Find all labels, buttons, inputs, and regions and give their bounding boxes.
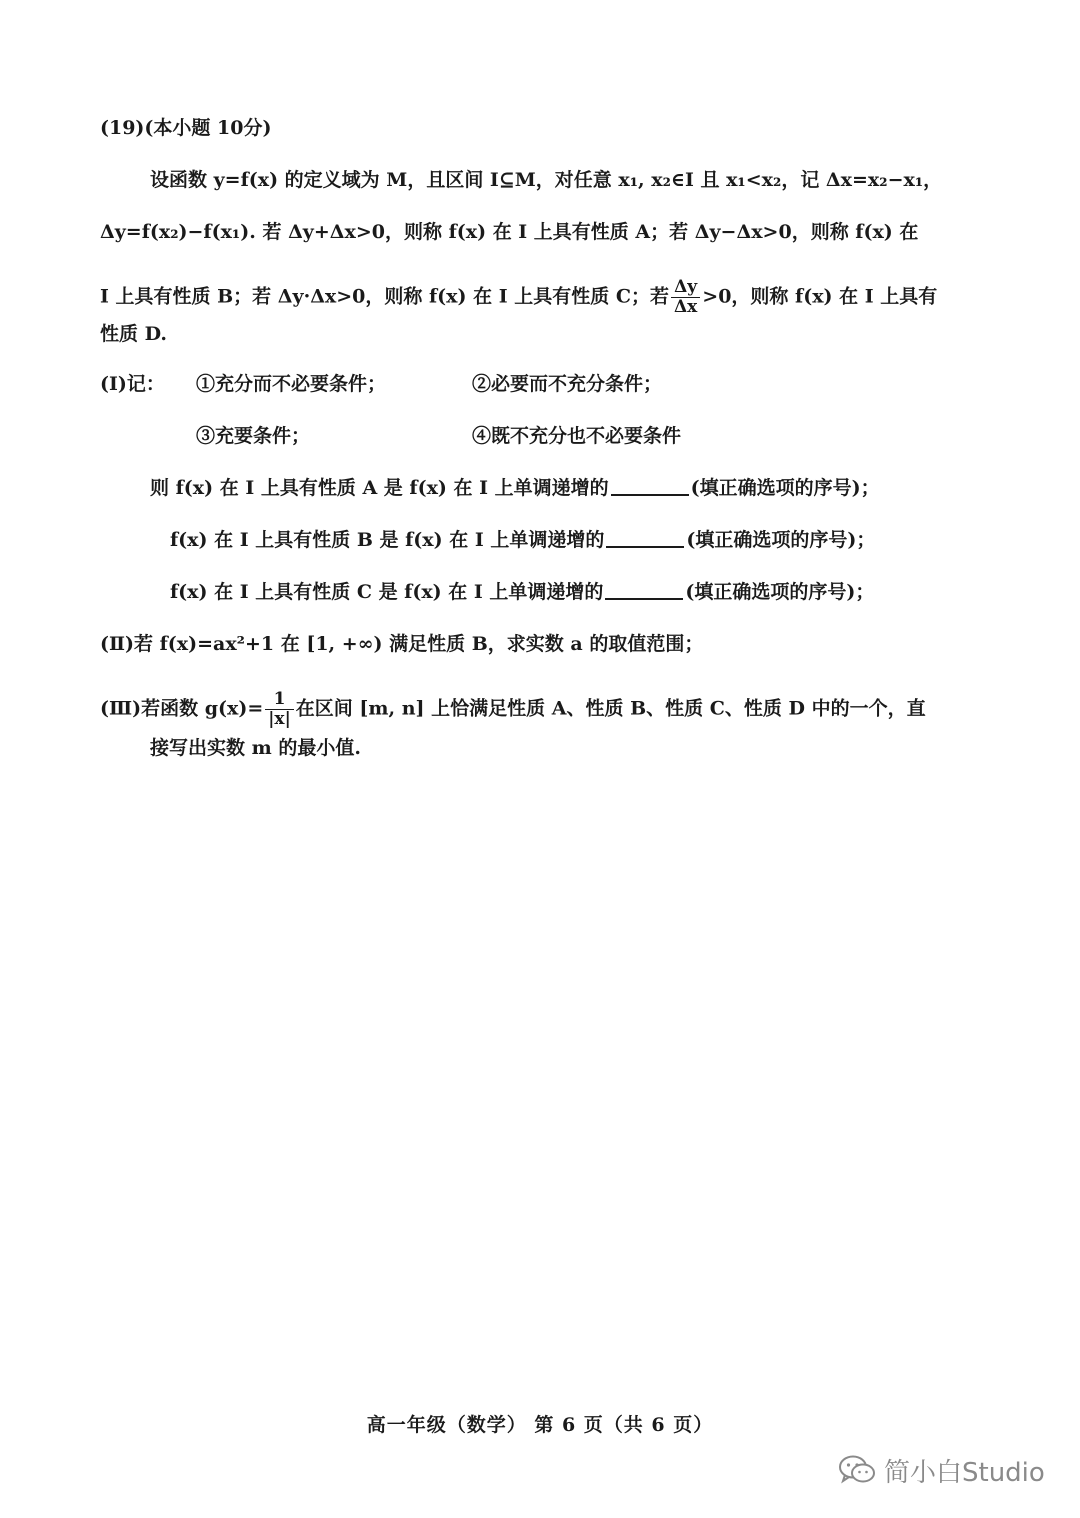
question-a-hint: (填正确选项的序号)；: [690, 477, 880, 499]
answer-blank-c[interactable]: [605, 578, 683, 600]
stem-line-2: Δy=f(x₂)−f(x₁). 若 Δy+Δx>0，则称 f(x) 在 I 上具有性质 A；若 Δy−Δx>0，则称 f(x) 在: [100, 221, 919, 243]
answer-blank-a[interactable]: [611, 474, 689, 496]
watermark-text: 简小白Studio: [884, 1457, 1045, 1488]
question-c-text: f(x) 在 I 上具有性质 C 是 f(x) 在 I 上单调递增的: [170, 581, 604, 603]
stem-line-3-before: I 上具有性质 B；若 Δy·Δx>0，则称 f(x) 在 I 上具有性质 C；若: [100, 285, 669, 308]
page-footer: 高一年级（数学） 第 6 页（共 6 页）: [366, 1414, 714, 1436]
fraction-numerator: Δy: [671, 278, 700, 298]
wechat-icon: [838, 1454, 876, 1486]
part3-line-1: [100, 690, 926, 729]
question-b-hint: (填正确选项的序号)；: [686, 529, 876, 551]
stem-line-3: [100, 278, 937, 317]
question-b-text: f(x) 在 I 上具有性质 B 是 f(x) 在 I 上单调递增的: [170, 529, 605, 551]
stem-line-4: 性质 D.: [100, 323, 168, 345]
question-a-text: 则 f(x) 在 I 上具有性质 A 是 f(x) 在 I 上单调递增的: [150, 477, 609, 499]
option-1: ①充分而不必要条件；: [196, 373, 387, 395]
g-denominator: |x|: [268, 709, 291, 729]
option-3: ③充要条件；: [196, 425, 311, 447]
option-2: ②必要而不充分条件；: [472, 373, 663, 395]
part2-text: (Ⅱ)若 f(x)=ax²+1 在 [1, +∞) 满足性质 B，求实数 a 的取值范围；: [100, 633, 704, 655]
answer-blank-b[interactable]: [606, 526, 684, 548]
question-property-c: [170, 578, 874, 606]
g-numerator: 1: [265, 690, 294, 710]
part3-before: (Ⅲ)若函数 g(x)=: [100, 697, 264, 720]
problem-header: (19)(本小题 10分): [100, 117, 272, 139]
part3-line-2: 接写出实数 m 的最小值.: [150, 737, 361, 759]
part1-label: (Ⅰ)记：: [100, 373, 165, 395]
option-4: ④既不充分也不必要条件: [472, 425, 682, 447]
fraction-denominator: Δx: [673, 297, 698, 317]
g-fraction: [265, 690, 294, 729]
delta-fraction: [671, 278, 700, 317]
question-c-hint: (填正确选项的序号)；: [685, 581, 875, 603]
stem-line-1: 设函数 y=f(x) 的定义域为 M，且区间 I⊆M，对任意 x₁, x₂∈I 且 x₁<x₂，记 Δx=x₂−x₁，: [150, 169, 943, 191]
stem-line-3-after: >0，则称 f(x) 在 I 上具有: [702, 285, 938, 308]
question-property-b: [170, 526, 875, 554]
watermark: [838, 1450, 1045, 1490]
part3-after: 在区间 [m, n] 上恰满足性质 A、性质 B、性质 C、性质 D 中的一个，直: [295, 697, 926, 720]
question-property-a: [150, 474, 880, 502]
